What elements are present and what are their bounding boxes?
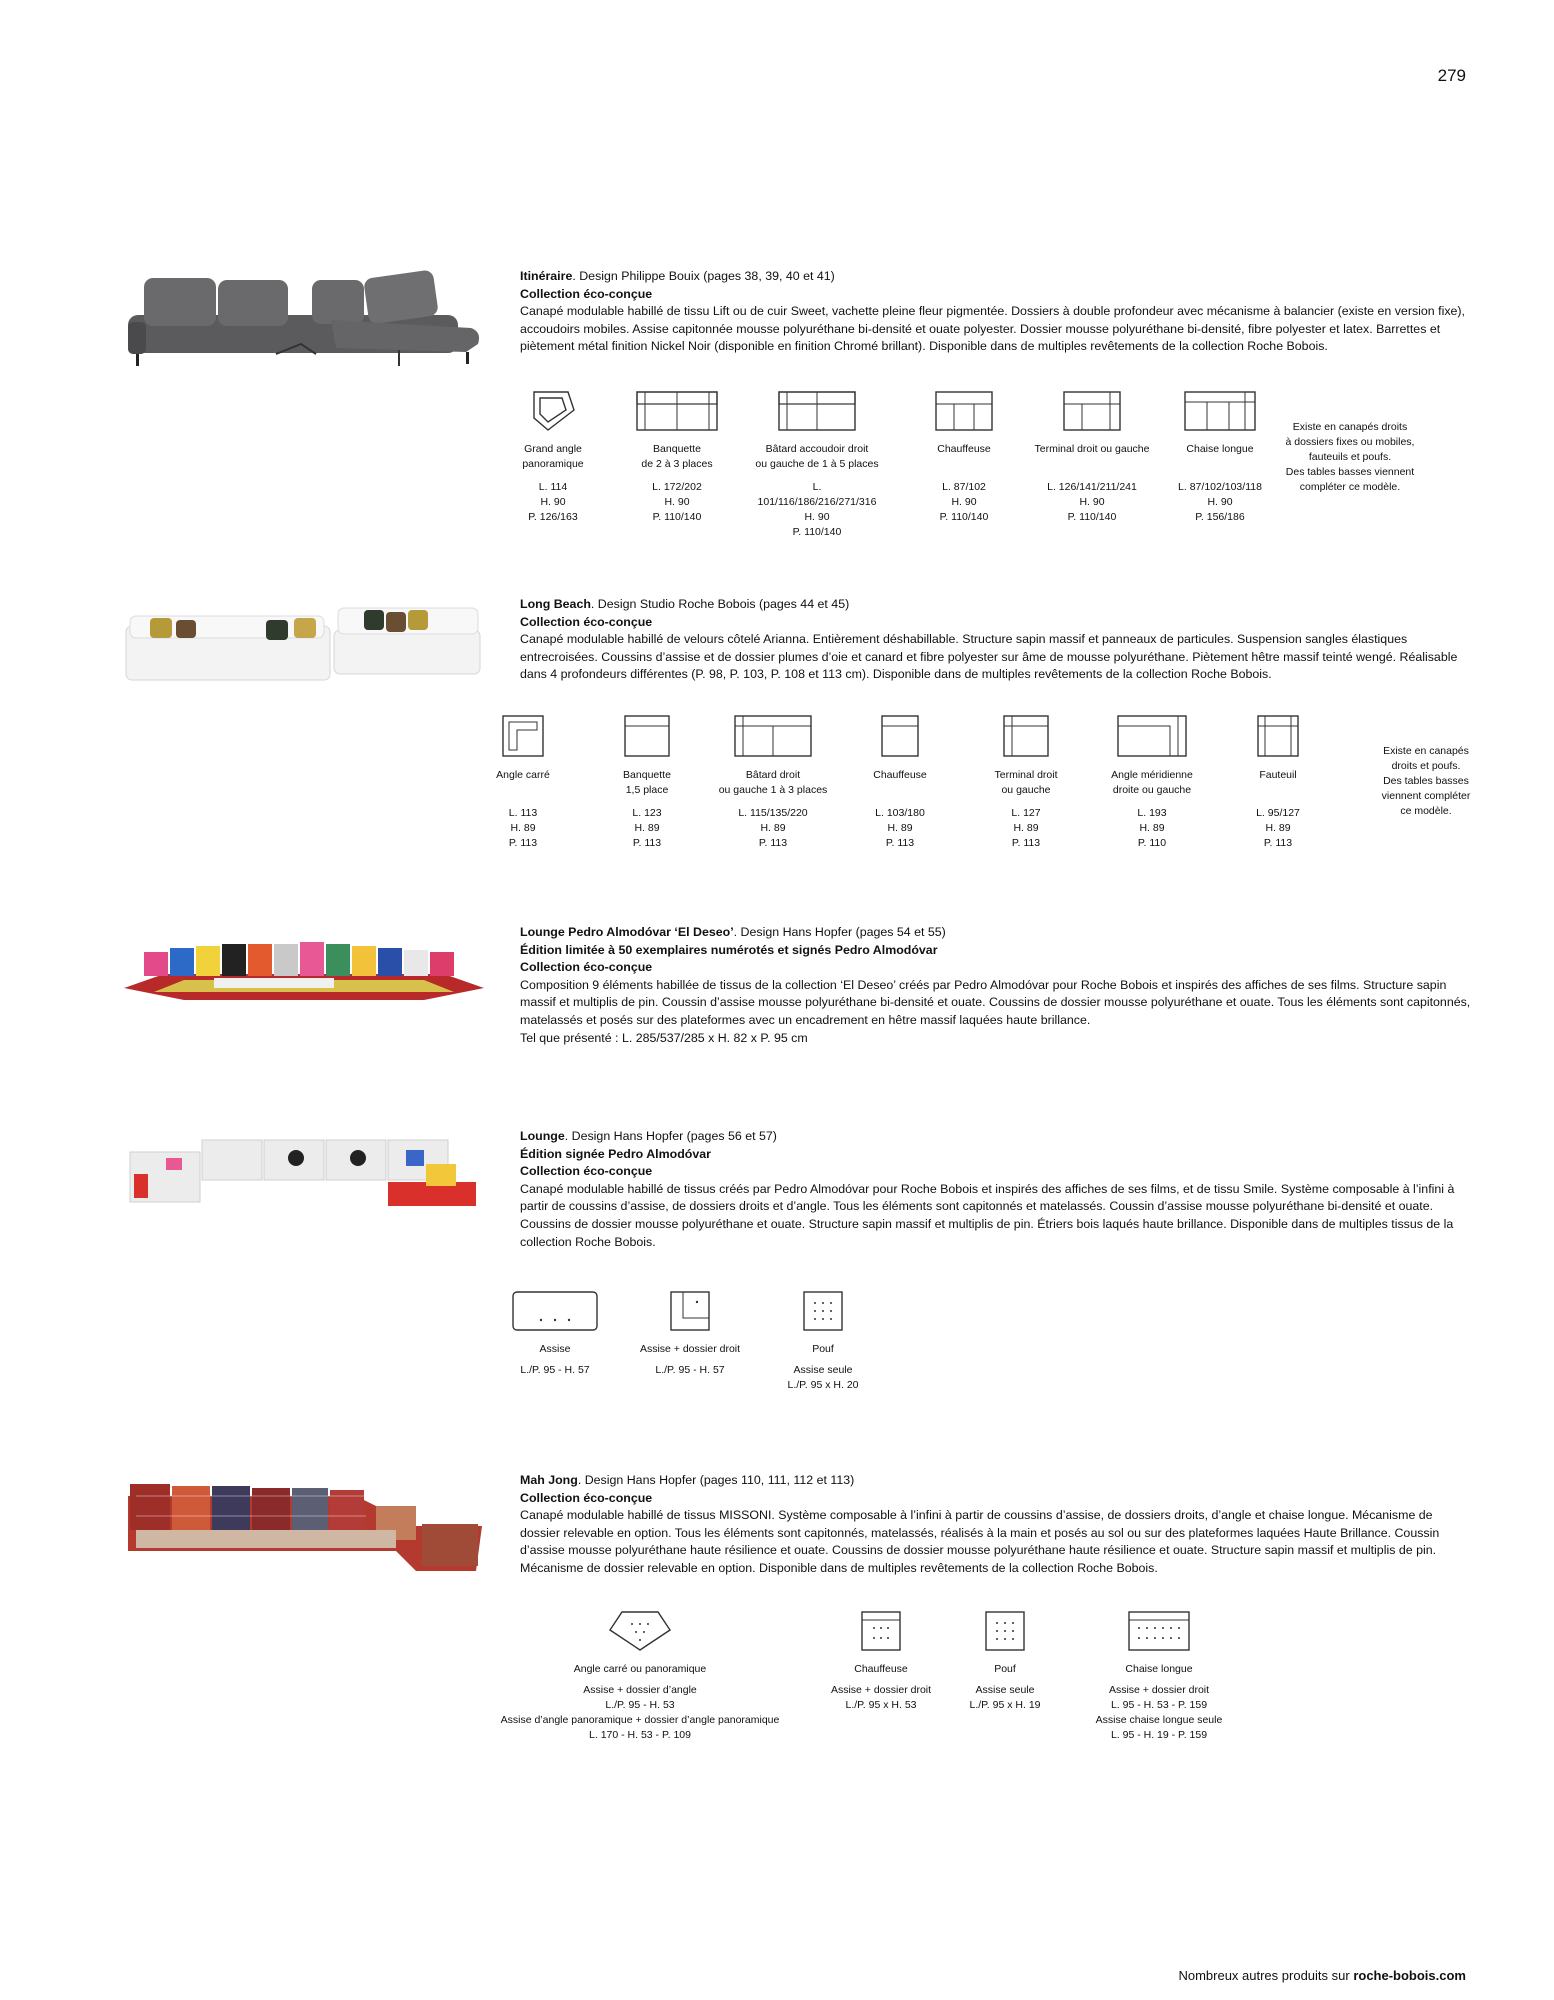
module-dim: P. 110: [1137, 837, 1167, 849]
module-card: [752, 388, 882, 540]
section-long-beach: [520, 596, 1475, 684]
module-card: [490, 1610, 790, 1743]
module-card: [816, 1610, 946, 1713]
module-label: Assise: [539, 1343, 571, 1355]
module-dim: H. 89: [634, 822, 660, 834]
module-label: Terminal droit: [994, 769, 1058, 781]
meridian-corner-icon: [1116, 714, 1188, 758]
module-dim: P. 113: [508, 837, 538, 849]
section-description: Canapé modulable habillé de tissu Lift ou de cuir Sweet, vachette pleine fleur pigmentée. Dossiers à double profondeur avec mécanisme à balancier (existe en version fixe), accoudoirs mobiles. Assise capitonnée mousse polyuréthane bi-densité et ouate polyester. Dossier mousse polyuréthane bi-densité, fibre polyester et latex. Barrettes et piètement métal finition Nickel Noir (disponible en finition Chromé brillant). Disponible dans de multiples revêtements de la collection Roche Bobois.: [520, 304, 1465, 354]
note-line: ce modèle.: [1400, 805, 1452, 817]
module-dim: H. 90: [1207, 496, 1233, 508]
module-dim: L. 114: [538, 481, 568, 493]
module-dim: L./P. 95 x H. 19: [969, 1699, 1041, 1711]
section-mah-jong: [520, 1472, 1475, 1578]
section-description: Canapé modulable habillé de velours côtelé Arianna. Entièrement déshabillable. Structure sapin massif et panneaux de particules. Suspension sangles élastiques entrecroisées. Coussins d’assise et de dossier plumes d’oie et canard et fibre polyester sur âme de mousse polyuréthane. Piètement hêtre massif teinté wengé. Réalisable dans 4 profondeurs différentes (P. 98, P. 103, P. 108 et 113 cm). Disponible dans de multiples revêtements de la collection Roche Bobois.: [520, 632, 1458, 682]
note-line: Existe en canapés droits: [1292, 421, 1408, 433]
module-label: Angle carré: [496, 769, 550, 781]
module-label: Grand angle: [524, 443, 582, 455]
module-dim: P. 113: [758, 837, 788, 849]
module-label: Banquette: [623, 769, 671, 781]
pouf-icon: [984, 1610, 1026, 1652]
footer-text: Nombreux autres produits sur: [1178, 1968, 1354, 1983]
availability-note: [1280, 420, 1420, 495]
module-label: Angle carré ou panoramique: [573, 1663, 707, 1675]
module-dim: L. 87/102/103/118: [1178, 481, 1262, 493]
footer: [1178, 1968, 1466, 1983]
bastard-icon: [733, 714, 813, 758]
section-title: Lounge: [520, 1129, 565, 1143]
module-dim: P. 110/140: [792, 526, 842, 538]
module-label: de 2 à 3 places: [641, 458, 713, 470]
module-dim: L. 170 - H. 53 - P. 109: [589, 1729, 691, 1741]
module-label: Bâtard droit: [745, 769, 801, 781]
section-subtitle: Collection éco-conçue: [520, 1164, 653, 1179]
module-label: Pouf: [812, 1343, 834, 1355]
section-dimensions: Tel que présenté : L. 285/537/285 x H. 82 x P. 95 cm: [520, 1030, 808, 1045]
section-lounge: [520, 1128, 1475, 1251]
section-description: Canapé modulable habillé de tissus créés par Pedro Almodóvar pour Roche Bobois et inspirés des affiches de ses films, et de tissu Smile. Système composable à l’infini à partir de coussins d’assise, de dossiers droits et d’angle. Tous les éléments sont capitonnés et matelassés. Coussin d’assise mousse polyuréthane bi-densité et ouate. Coussins de dossier mousse polyuréthane et ouate. Structure sapin massif et multiplis de pin. Étriers bois laqués haute brillance. Disponible dans de multiples tissus de la collection Roche Bobois.: [520, 1181, 1455, 1249]
note-line: fauteuils et poufs.: [1308, 451, 1392, 463]
section-title: Itinéraire: [520, 269, 573, 283]
note-line: droits et poufs.: [1391, 760, 1461, 772]
module-dim: L. 103/180: [875, 807, 925, 819]
section-design: . Design Hans Hopfer (pages 110, 111, 112 et 113): [577, 1473, 855, 1487]
el-deseo-lounge-image: [124, 930, 484, 1008]
module-dim: L. 127: [1011, 807, 1041, 819]
module-dim: H. 89: [887, 822, 913, 834]
module-card: [899, 388, 1029, 525]
section-description: Canapé modulable habillé de tissus MISSONI. Système composable à l’infini à partir de coussins d’assise, de dossiers droits, d’angle et chaise longue. Mécanisme de dossier relevable en option. Tous les éléments sont capitonnés, matelassés, réalisés à la main et posés au sol ou sur des plateformes laquées Haute Brillance. Coussin d’assise mousse polyuréthane haute résilience et ouate. Coussins de dossier mousse polyuréthane haute résilience et ouate. Structure sapin massif et multiplis de pin. Mécanisme de dossier relevable en option. Disponible dans de multiples revêtements de la collection Roche Bobois.: [520, 1508, 1440, 1575]
module-dim: L. 193: [1137, 807, 1167, 819]
availability-note: [1356, 744, 1496, 819]
module-dim: H. 90: [664, 496, 690, 508]
module-dim: P. 113: [885, 837, 915, 849]
module-card: [458, 714, 588, 851]
itineraire-sofa-image: [126, 270, 482, 370]
module-dim: L. 95 - H. 19 - P. 159: [1110, 1729, 1208, 1741]
module-dim: L. 87/102: [942, 481, 986, 493]
page-number: 279: [1437, 66, 1466, 85]
website-link[interactable]: roche-bobois.com: [1353, 1968, 1466, 1983]
note-line: à dossiers fixes ou mobiles,: [1285, 436, 1415, 448]
terminal-icon: [1062, 388, 1122, 432]
terminal-icon: [1002, 714, 1050, 758]
module-dim: P. 110/140: [939, 511, 989, 523]
section-itineraire: [520, 268, 1475, 356]
armchair-icon: [1256, 714, 1300, 758]
module-dim: Assise seule: [793, 1364, 853, 1376]
module-dim: H. 89: [1139, 822, 1165, 834]
square-corner-icon: [501, 714, 545, 758]
module-label: Chauffeuse: [854, 1663, 908, 1675]
section-subtitle: Édition signée Pedro Almodóvar: [520, 1146, 711, 1161]
module-label: Chaise longue: [1186, 443, 1254, 455]
seat-icon: [511, 1290, 599, 1332]
module-label: Banquette: [653, 443, 701, 455]
mah-jong-sofa-image: [126, 1476, 482, 1576]
module-dim: L. 172/202: [652, 481, 702, 493]
section-title: Long Beach: [520, 597, 591, 611]
section-lounge-el-deseo: [520, 924, 1475, 1047]
note-line: Des tables basses viennent: [1285, 466, 1415, 478]
module-dim: Assise seule: [975, 1684, 1035, 1696]
bench-icon: [623, 714, 671, 758]
module-card: [1155, 388, 1285, 525]
module-label: ou gauche 1 à 3 places: [718, 784, 828, 796]
module-dim: Assise + dossier droit: [1108, 1684, 1210, 1696]
module-dim: L. 126/141/211/241: [1047, 481, 1137, 493]
module-dim: L. 115/135/220: [738, 807, 808, 819]
module-dim: L./P. 95 - H. 53: [605, 1699, 675, 1711]
section-title: Lounge Pedro Almodóvar ‘El Deseo’: [520, 925, 734, 939]
section-design: . Design Hans Hopfer (pages 56 et 57): [564, 1129, 777, 1143]
chauffeuse-icon: [860, 1610, 902, 1652]
module-card: [950, 1610, 1060, 1713]
module-dim: L. 95/127: [1256, 807, 1300, 819]
module-dim: P. 156/186: [1195, 511, 1245, 523]
module-dim: P. 110/140: [652, 511, 702, 523]
module-dim: H. 90: [540, 496, 566, 508]
chauffeuse-icon: [934, 388, 994, 432]
module-dim: P. 110/140: [1067, 511, 1117, 523]
module-card: [612, 388, 742, 525]
module-card: [758, 1290, 888, 1393]
module-dim: Assise chaise longue seule: [1095, 1714, 1223, 1726]
module-dim: H. 89: [760, 822, 786, 834]
module-dim: P. 113: [632, 837, 662, 849]
module-dim: L. 95 - H. 53 - P. 159: [1110, 1699, 1208, 1711]
module-card: [1087, 714, 1217, 851]
module-dim: Assise + dossier d’angle: [583, 1684, 697, 1696]
module-card: [582, 714, 712, 851]
module-dim: H. 90: [1079, 496, 1105, 508]
note-line: compléter ce modèle.: [1299, 481, 1401, 493]
long-beach-sofa-image: [124, 598, 484, 688]
section-design: . Design Philippe Bouix (pages 38, 39, 40 et 41): [572, 269, 835, 283]
module-label: Pouf: [994, 1663, 1016, 1675]
module-dim: H. 89: [1265, 822, 1291, 834]
module-dim: L. 113: [508, 807, 538, 819]
module-card: [488, 388, 618, 525]
section-subtitle: Collection éco-conçue: [520, 286, 653, 301]
section-design: . Design Studio Roche Bobois (pages 44 et 45): [590, 597, 850, 611]
module-card: [835, 714, 965, 851]
panoramic-corner-icon: [608, 1610, 672, 1652]
bench-sofa-icon: [635, 388, 719, 432]
module-label: panoramique: [522, 458, 584, 470]
module-dim: H. 89: [1013, 822, 1039, 834]
module-label: Chauffeuse: [873, 769, 927, 781]
module-label: Fauteuil: [1259, 769, 1297, 781]
module-card: [1213, 714, 1343, 851]
module-dim: L. 101/116/186/216/271/316: [757, 481, 877, 508]
module-dim: L./P. 95 - H. 57: [655, 1364, 725, 1376]
module-dim: L./P. 95 - H. 57: [520, 1364, 590, 1376]
section-subtitle: Édition limitée à 50 exemplaires numérotés et signés Pedro Almodóvar: [520, 942, 938, 957]
module-label: 1,5 place: [625, 784, 669, 796]
bastard-sofa-icon: [777, 388, 857, 432]
module-dim: H. 90: [804, 511, 830, 523]
module-card: [1027, 388, 1157, 525]
module-dim: P. 126/163: [528, 511, 578, 523]
section-title: Mah Jong: [520, 1473, 578, 1487]
module-label: Bâtard accoudoir droit: [765, 443, 869, 455]
module-dim: Assise + dossier droit: [830, 1684, 932, 1696]
module-dim: L./P. 95 x H. 53: [845, 1699, 917, 1711]
note-line: Existe en canapés: [1383, 745, 1469, 757]
module-dim: H. 90: [951, 496, 977, 508]
chaise-longue-icon: [1127, 1610, 1191, 1652]
module-dim: L./P. 95 x H. 20: [787, 1379, 859, 1391]
chauffeuse-icon: [880, 714, 920, 758]
module-dim: P. 113: [1011, 837, 1041, 849]
seat-back-icon: [669, 1290, 711, 1332]
module-card: [620, 1290, 760, 1378]
module-label: Assise + dossier droit: [639, 1343, 741, 1355]
module-card: [708, 714, 838, 851]
module-label: droite ou gauche: [1112, 784, 1192, 796]
module-dim: H. 89: [510, 822, 536, 834]
section-design: . Design Hans Hopfer (pages 54 et 55): [733, 925, 946, 939]
module-label: Terminal droit ou gauche: [1034, 443, 1150, 455]
note-line: Des tables basses: [1383, 775, 1469, 787]
module-label: ou gauche de 1 à 5 places: [755, 458, 879, 470]
module-label: ou gauche: [1001, 784, 1051, 796]
module-label: Chauffeuse: [937, 443, 991, 455]
pouf-icon: [802, 1290, 844, 1332]
section-subtitle: Collection éco-conçue: [520, 960, 653, 975]
module-card: [1084, 1610, 1234, 1743]
section-description: Composition 9 éléments habillée de tissus de la collection ‘El Deseo’ créés par Pedro Almodóvar pour Roche Bobois et inspirés des affiches de ses films. Structure sapin massif et multiplis de pin. Coussin d’assise mousse polyuréthane bi-densité et ouate. Coussins de dossier mousse polyuréthane et ouate. Tous les éléments sont capitonnés, matelassés et posés sur des plateformes avec un encadrement en hêtre massif laquées haute brillance.: [520, 977, 1471, 1027]
section-subtitle: Collection éco-conçue: [520, 1490, 653, 1505]
module-dim: P. 113: [1263, 837, 1293, 849]
section-subtitle: Collection éco-conçue: [520, 614, 653, 629]
module-card: [961, 714, 1091, 851]
module-dim: L. 123: [632, 807, 662, 819]
module-dim: Assise d’angle panoramique + dossier d’angle panoramique: [500, 1714, 780, 1726]
module-label: Chaise longue: [1125, 1663, 1193, 1675]
chaise-longue-icon: [1183, 388, 1257, 432]
module-label: Angle méridienne: [1111, 769, 1193, 781]
module-card: [490, 1290, 620, 1378]
lounge-sofa-image: [126, 1130, 482, 1212]
note-line: viennent compléter: [1381, 790, 1471, 802]
corner-panoramic-icon: [528, 388, 578, 432]
